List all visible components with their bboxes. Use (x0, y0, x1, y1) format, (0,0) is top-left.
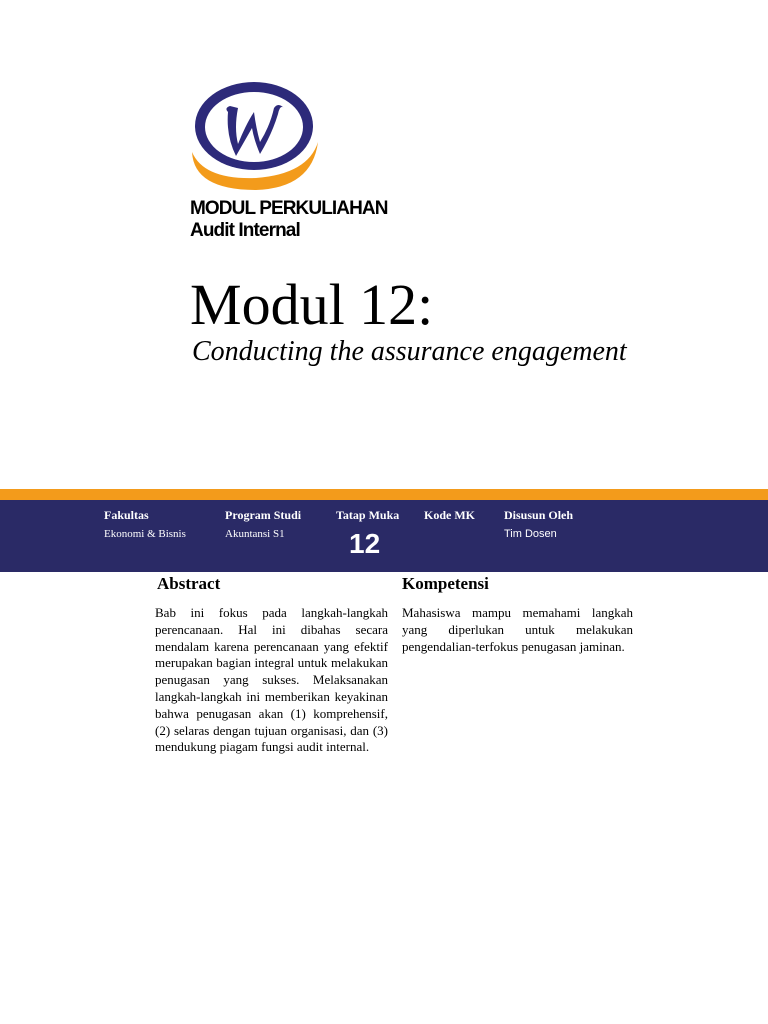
accent-bar (0, 489, 768, 500)
course-name: Audit Internal (190, 220, 300, 241)
prodi-label: Program Studi (225, 508, 302, 522)
module-title: Modul 12: (190, 272, 434, 337)
fakultas-label: Fakultas (104, 508, 149, 522)
prodi-value: Akuntansi S1 (225, 528, 285, 540)
kompetensi-text: Mahasiswa mampu memahami langkah yang diperlukan untuk melakukan pengendalian-terfokus penugasan jaminan. (402, 605, 633, 654)
info-band (0, 500, 768, 572)
tatap-muka-value: 12 (349, 528, 381, 559)
course-header-line1: MODUL PERKULIAHAN (190, 198, 388, 219)
logo-mark-icon (188, 78, 322, 196)
disusun-oleh-label: Disusun Oleh (504, 508, 574, 522)
kode-mk-label: Kode MK (424, 508, 475, 522)
fakultas-value: Ekonomi & Bisnis (104, 528, 186, 540)
course-header (190, 198, 388, 242)
module-subtitle: Conducting the assurance engagement (192, 336, 627, 367)
tatap-muka-label: Tatap Muka (336, 508, 400, 522)
abstract-title: Abstract (157, 574, 221, 593)
university-logo (188, 78, 322, 196)
disusun-oleh-value: Tim Dosen (504, 528, 557, 540)
abstract-text: Bab ini fokus pada langkah-langkah perencanaan. Hal ini dibahas secara mendalam karena perencanaan yang efektif merupakan bagian integral untuk melakukan penugasan yang sukses. Melaksanakan langkah-langkah ini memberikan keyakinan bahwa penugasan akan (1) komprehensif, (2) selaras dengan tujuan organisasi, dan (3) mendukung piagam fungsi audit internal. (155, 605, 388, 755)
kompetensi-title: Kompetensi (402, 574, 489, 593)
